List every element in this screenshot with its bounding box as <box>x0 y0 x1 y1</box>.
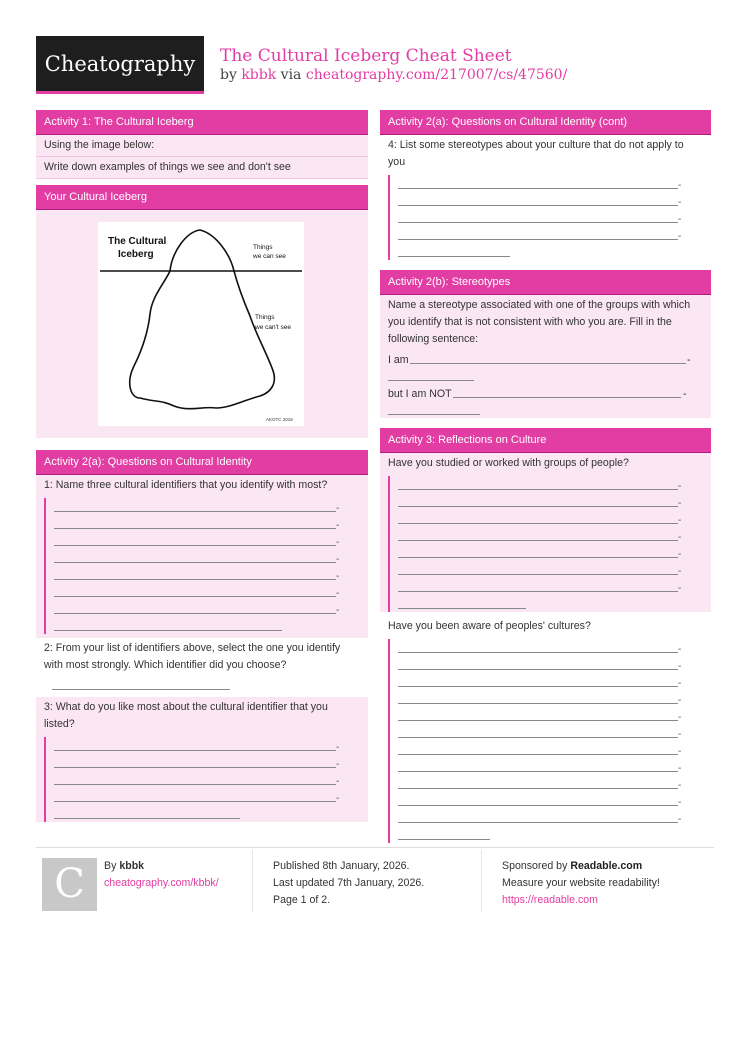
line-dash: - <box>678 231 682 242</box>
answer-line[interactable] <box>52 566 368 583</box>
iceberg-credit: AKOTC 2018 <box>266 417 293 422</box>
iceberg-section <box>36 185 368 438</box>
answer-line[interactable] <box>52 600 368 617</box>
footer-author-name[interactable]: kbbk <box>119 860 145 872</box>
line-dash: - <box>336 776 340 787</box>
activity3-q2: Have you been aware of peoples' cultures? <box>380 616 711 637</box>
line-dash: - <box>678 763 682 774</box>
answer-line[interactable] <box>396 724 711 741</box>
byline <box>220 67 567 83</box>
logo-accent-bar <box>36 91 204 94</box>
iceberg-tip <box>170 230 234 271</box>
answer-line[interactable] <box>396 595 711 612</box>
line-dash: - <box>678 746 682 757</box>
i-am-not-dash: - <box>683 388 687 400</box>
i-am-not-label: but I am NOT <box>388 388 452 400</box>
answer-line[interactable] <box>396 741 711 758</box>
answer-line[interactable] <box>396 209 711 226</box>
iceberg-image <box>98 222 304 426</box>
answer-line[interactable] <box>396 561 711 578</box>
answer-line[interactable] <box>52 617 368 634</box>
answer-line[interactable] <box>396 175 711 192</box>
activity2a-q2: 2: From your list of identifiers above, select the one you identify with most strongly. Which identifier did you choose? <box>36 638 368 676</box>
line-dash: - <box>336 793 340 804</box>
footer-author-link[interactable]: cheatography.com/kbbk/ <box>104 877 219 889</box>
activity1-row-1: Using the image below: <box>36 135 368 157</box>
footer-sponsor <box>502 858 642 875</box>
footer-by-label: By <box>104 860 117 872</box>
answer-lines-q3 <box>44 737 368 822</box>
iceberg-below-2: we can't see <box>255 324 291 331</box>
answer-line[interactable] <box>52 498 368 515</box>
answer-line[interactable] <box>396 775 711 792</box>
line-dash: - <box>678 481 682 492</box>
by-word: by <box>220 67 237 83</box>
footer-sponsor-link[interactable]: https://readable.com <box>502 894 598 906</box>
answer-line[interactable] <box>52 805 368 822</box>
line-dash: - <box>678 532 682 543</box>
answer-line[interactable] <box>396 527 711 544</box>
activity3-heading: Activity 3: Reflections on Culture <box>380 428 711 453</box>
author-link[interactable]: kbbk <box>241 67 277 83</box>
footer-sponsor-tagline: Measure your website readability! <box>502 877 660 889</box>
activity2a-heading: Activity 2(a): Questions on Cultural Identity <box>36 450 368 475</box>
activity1-heading: Activity 1: The Cultural Iceberg <box>36 110 368 135</box>
footer-updated: Last updated 7th January, 2026. <box>273 877 425 889</box>
line-dash: - <box>678 729 682 740</box>
line-dash: - <box>678 661 682 672</box>
answer-line[interactable] <box>52 515 368 532</box>
answer-lines-q4 <box>388 175 711 260</box>
answer-line[interactable] <box>396 690 711 707</box>
answer-line[interactable] <box>396 476 711 493</box>
cheatography-logo[interactable]: Cheatography <box>36 36 204 93</box>
iceberg-above-2: we can see <box>253 253 286 260</box>
left-column <box>36 110 368 826</box>
line-dash: - <box>336 605 340 616</box>
line-dash: - <box>678 197 682 208</box>
answer-line[interactable] <box>52 583 368 600</box>
answer-line[interactable] <box>396 707 711 724</box>
line-dash: - <box>678 644 682 655</box>
answer-line[interactable] <box>396 673 711 690</box>
sheet-url-link[interactable]: cheatography.com/217007/cs/47560/ <box>305 67 568 83</box>
answer-line-q2[interactable] <box>50 676 368 693</box>
i-am-line[interactable] <box>410 363 686 364</box>
line-dash: - <box>678 712 682 723</box>
page-title: The Cultural Iceberg Cheat Sheet <box>220 46 512 66</box>
iceberg-title-2: Iceberg <box>118 249 154 260</box>
answer-line[interactable] <box>52 788 368 805</box>
i-am-dash: - <box>687 354 691 366</box>
answer-line[interactable] <box>396 639 711 656</box>
line-dash: - <box>678 814 682 825</box>
i-am-row <box>380 350 711 384</box>
answer-line[interactable] <box>52 771 368 788</box>
answer-line[interactable] <box>396 226 711 243</box>
answer-line[interactable] <box>396 493 711 510</box>
footer-sponsor-name[interactable]: Readable.com <box>570 860 643 872</box>
iceberg-below-1: Things <box>255 314 275 321</box>
line-dash: - <box>678 180 682 191</box>
footer-sponsored-by: Sponsored by <box>502 860 568 872</box>
line-dash: - <box>678 549 682 560</box>
answer-line[interactable] <box>396 826 711 843</box>
answer-line[interactable] <box>52 549 368 566</box>
line-dash: - <box>678 498 682 509</box>
footer-page: Page 1 of 2. <box>273 894 331 906</box>
i-am-line-cont[interactable] <box>388 380 474 381</box>
line-dash: - <box>678 797 682 808</box>
iceberg-body <box>130 271 275 409</box>
activity2b-text: Name a stereotype associated with one of the groups with which you identify that is not consistent with who you are. Fill in the following sentence: <box>388 299 691 345</box>
line-dash: - <box>336 759 340 770</box>
answer-lines-a3q1 <box>388 476 711 612</box>
answer-line[interactable] <box>52 532 368 549</box>
line-dash: - <box>678 515 682 526</box>
answer-line[interactable] <box>396 243 711 260</box>
right-column <box>380 110 711 847</box>
activity2b-heading: Activity 2(b): Stereotypes <box>380 270 711 295</box>
answer-line[interactable] <box>396 656 711 673</box>
answer-line[interactable] <box>396 192 711 209</box>
answer-line[interactable] <box>396 510 711 527</box>
footer-separator-2 <box>481 850 482 912</box>
answer-line[interactable] <box>396 578 711 595</box>
line-dash: - <box>336 520 340 531</box>
i-am-not-row <box>380 384 711 418</box>
answer-lines-a3q2 <box>388 639 711 843</box>
line-dash: - <box>678 566 682 577</box>
line-dash: - <box>678 780 682 791</box>
answer-line[interactable] <box>396 758 711 775</box>
activity3-section <box>380 428 711 843</box>
activity2a-q4: 4: List some stereotypes about your culture that do not apply to you <box>380 135 711 173</box>
line-dash: - <box>336 742 340 753</box>
activity2a-q1: 1: Name three cultural identifiers that you identify with most? <box>44 479 328 491</box>
iceberg-above-1: Things <box>253 244 273 251</box>
answer-line[interactable] <box>396 809 711 826</box>
answer-line[interactable] <box>396 792 711 809</box>
footer-published: Published 8th January, 2026. <box>273 860 410 872</box>
line-dash: - <box>336 554 340 565</box>
footer-divider <box>36 847 714 848</box>
activity2a-q3: 3: What do you like most about the cultural identifier that you listed? <box>44 701 328 730</box>
footer-separator-1 <box>252 850 253 912</box>
activity3-q1: Have you studied or worked with groups of people? <box>388 457 629 469</box>
activity2a-section <box>36 450 368 822</box>
answer-line[interactable] <box>52 737 368 754</box>
line-dash: - <box>678 678 682 689</box>
activity2b-section <box>380 270 711 418</box>
iceberg-heading: Your Cultural Iceberg <box>36 185 368 210</box>
via-word: via <box>280 67 302 83</box>
line-dash: - <box>678 583 682 594</box>
activity1-section <box>36 110 368 179</box>
author-avatar[interactable]: C <box>42 858 97 911</box>
iceberg-title-1: The Cultural <box>108 236 167 247</box>
answer-line[interactable] <box>396 544 711 561</box>
footer-author <box>104 858 144 875</box>
i-am-not-line-cont[interactable] <box>388 414 480 415</box>
activity2a-cont-heading: Activity 2(a): Questions on Cultural Identity (cont) <box>380 110 711 135</box>
answer-line[interactable] <box>52 754 368 771</box>
activity2a-cont-section <box>380 110 711 260</box>
activity1-row-2: Write down examples of things we see and don't see <box>36 157 368 179</box>
answer-lines-q1 <box>44 498 368 634</box>
i-am-not-line[interactable] <box>453 397 681 398</box>
line-dash: - <box>336 537 340 548</box>
line-dash: - <box>678 214 682 225</box>
i-am-label: I am <box>388 354 409 366</box>
line-dash: - <box>336 571 340 582</box>
line-dash: - <box>678 695 682 706</box>
line-dash: - <box>336 588 340 599</box>
line-dash: - <box>336 503 340 514</box>
